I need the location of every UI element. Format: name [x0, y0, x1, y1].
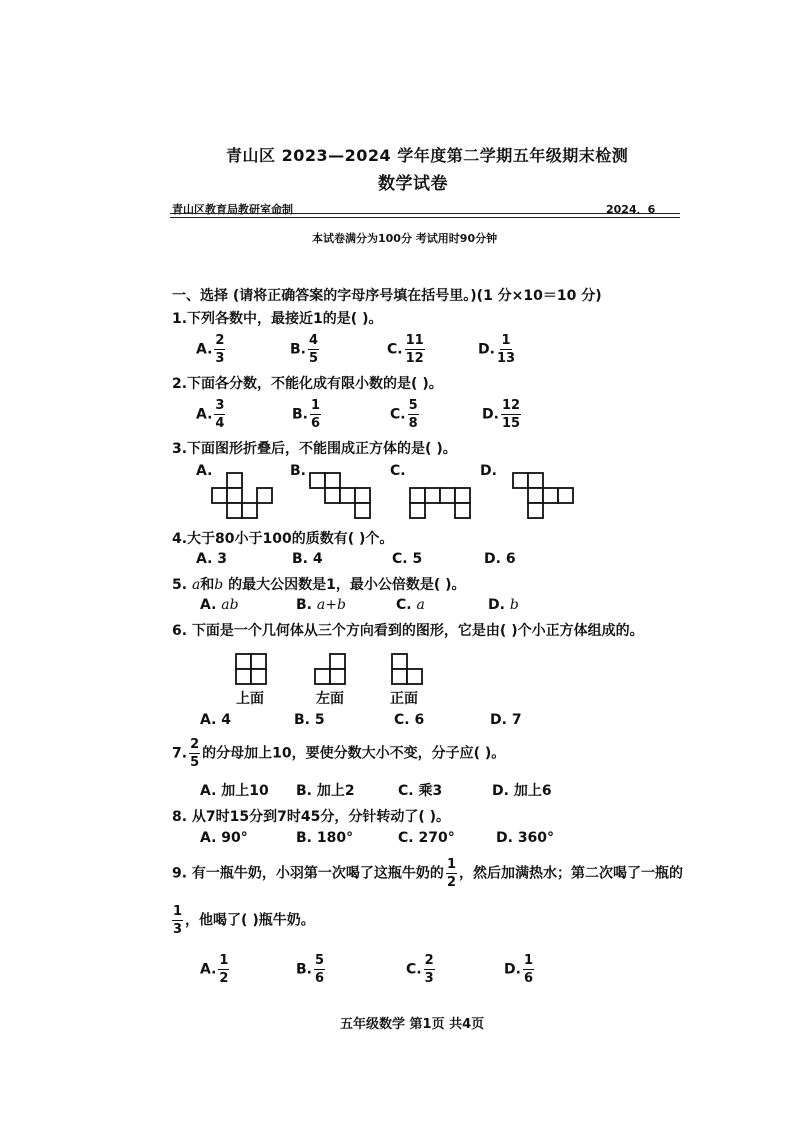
- q3-net-d[interactable]: [510, 470, 590, 520]
- q1-option-b[interactable]: B. $\frac{4}{5}$: [290, 333, 319, 366]
- q8-option-b[interactable]: B. 180°: [296, 830, 354, 846]
- q3-net-a[interactable]: [210, 470, 290, 520]
- exam-date: 2024．6: [606, 203, 656, 216]
- q5-option-b[interactable]: B. a+b: [296, 597, 346, 613]
- q1-option-a[interactable]: A. $\frac{2}{3}$: [196, 333, 225, 366]
- q9-option-c[interactable]: C. $\frac{2}{3}$: [406, 953, 434, 986]
- header-rule-top: [170, 213, 680, 214]
- q4-option-c[interactable]: C. 5: [392, 551, 423, 567]
- question-1-text: 1.下列各数中，最接近1的是( )。: [172, 311, 383, 327]
- q6-option-b[interactable]: B. 5: [294, 712, 325, 728]
- q7-option-b[interactable]: B. 加上2: [296, 783, 355, 799]
- q8-option-a[interactable]: A. 90°: [200, 830, 248, 846]
- q8-option-d[interactable]: D. 360°: [496, 830, 555, 846]
- q6-front-view: [390, 652, 424, 688]
- question-8-text: 8. 从7时15分到7时45分，分针转动了( )。: [172, 809, 451, 825]
- q4-option-a[interactable]: A. 3: [196, 551, 228, 567]
- q6-option-c[interactable]: C. 6: [394, 712, 425, 728]
- q2-option-a[interactable]: A. $\frac{3}{4}$: [196, 398, 225, 431]
- q6-option-a[interactable]: A. 4: [200, 712, 232, 728]
- q9-option-b[interactable]: B. $\frac{5}{6}$: [296, 953, 325, 986]
- q9-option-a[interactable]: A. $\frac{1}{2}$: [200, 953, 229, 986]
- q2-option-b[interactable]: B. $\frac{1}{6}$: [292, 398, 321, 431]
- score-time-note: 本试卷满分为100分 考试用时90分钟: [312, 232, 498, 245]
- q3-label-c[interactable]: C.: [390, 463, 406, 479]
- q5-option-c[interactable]: C. a: [396, 597, 425, 613]
- q3-net-c[interactable]: [405, 470, 485, 520]
- question-9-line-2: $\frac{1}{3}$ ，他喝了( )瓶牛奶。: [173, 904, 315, 937]
- q6-left-view: [313, 652, 347, 688]
- question-5-text: 5. a和b 的最大公因数是1，最小公倍数是( )。: [172, 577, 466, 593]
- q5-option-a[interactable]: A. ab: [200, 597, 239, 613]
- question-7-text: 7. $\frac{2}{5}$ 的分母加上10，要使分数大小不变，分子应( )。: [172, 737, 506, 770]
- q7-option-c[interactable]: C. 乘3: [398, 783, 443, 799]
- q6-view-label-front: 正面: [390, 691, 418, 707]
- q2-option-d[interactable]: D. $\frac{12}{15}$: [482, 398, 521, 431]
- exam-subtitle: 数学试卷: [378, 174, 448, 194]
- issuer-label: 青山区教育局教研室命制: [172, 203, 293, 216]
- q8-option-c[interactable]: C. 270°: [398, 830, 455, 846]
- q7-option-d[interactable]: D. 加上6: [492, 783, 552, 799]
- question-2-text: 2.下面各分数，不能化成有限小数的是( )。: [172, 376, 443, 392]
- q3-net-b[interactable]: [308, 470, 388, 520]
- q3-label-d[interactable]: D.: [480, 463, 497, 479]
- q3-label-b[interactable]: B.: [290, 463, 306, 479]
- question-3-text: 3.下面图形折叠后，不能围成正方体的是( )。: [172, 441, 457, 457]
- exam-title: 青山区 2023—2024 学年度第二学期五年级期末检测: [226, 146, 629, 165]
- q5-option-d[interactable]: D. b: [488, 597, 519, 613]
- q1-option-d[interactable]: D. $\frac{1}{13}$: [478, 333, 516, 366]
- q4-option-b[interactable]: B. 4: [292, 551, 323, 567]
- question-9-line-1: 9. 有一瓶牛奶，小羽第一次喝了这瓶牛奶的 $\frac{1}{2}$ ，然后加满热水；第二次喝了一瓶的: [172, 857, 683, 890]
- q6-top-view: [234, 652, 268, 688]
- header-rule-bottom: [170, 217, 680, 218]
- q2-option-c[interactable]: C. $\frac{5}{8}$: [390, 398, 418, 431]
- question-6-text: 6. 下面是一个几何体从三个方向看到的图形，它是由( )个小正方体组成的。: [172, 623, 644, 639]
- q6-option-d[interactable]: D. 7: [490, 712, 522, 728]
- q4-option-d[interactable]: D. 6: [484, 551, 516, 567]
- question-4-text: 4.大于80小于100的质数有( )个。: [172, 531, 394, 547]
- q7-option-a[interactable]: A. 加上10: [200, 783, 269, 799]
- q3-label-a[interactable]: A.: [196, 463, 213, 479]
- section-heading: 一、选择 (请将正确答案的字母序号填在括号里。)(1 分×10＝10 分): [172, 288, 602, 304]
- q6-view-label-left: 左面: [316, 691, 344, 707]
- q9-option-d[interactable]: D. $\frac{1}{6}$: [504, 953, 533, 986]
- page-footer: 五年级数学 第1页 共4页: [340, 1017, 485, 1032]
- q1-option-c[interactable]: C. $\frac{11}{12}$: [387, 333, 424, 366]
- q6-view-label-top: 上面: [236, 691, 264, 707]
